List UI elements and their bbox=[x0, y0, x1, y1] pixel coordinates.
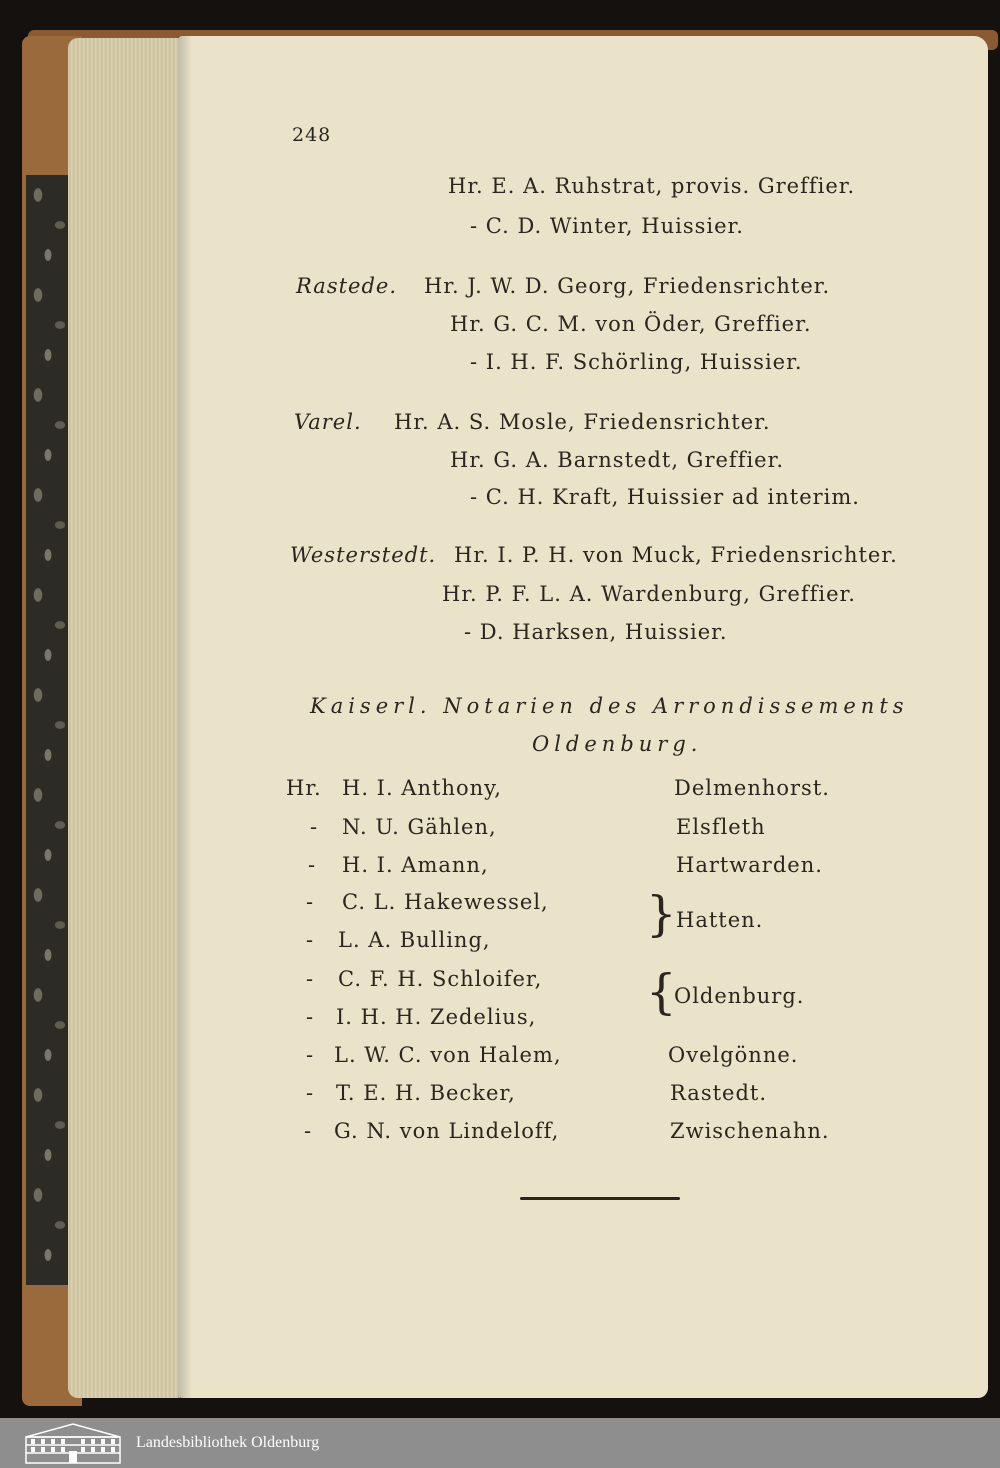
entry-line: Hr. A. S. Mosle, Friedensrichter. bbox=[394, 410, 771, 434]
notary-place: Hartwarden. bbox=[676, 853, 823, 877]
notary-prefix: - bbox=[308, 853, 317, 877]
entry-line: - I. H. F. Schörling, Huissier. bbox=[470, 350, 803, 374]
library-building-icon bbox=[22, 1421, 124, 1465]
group-place-oldenburg: Oldenburg. bbox=[674, 984, 805, 1008]
notary-prefix: - bbox=[310, 815, 319, 839]
notary-name: C. F. H. Schloifer, bbox=[338, 967, 543, 991]
section-title: Kaiserl. Notarien des Arrondissements bbox=[310, 694, 909, 718]
notary-prefix: - bbox=[306, 890, 315, 914]
notary-place: Zwischenahn. bbox=[670, 1119, 830, 1143]
notary-prefix: - bbox=[306, 1005, 315, 1029]
entry-line: - C. H. Kraft, Huissier ad interim. bbox=[470, 485, 860, 509]
group-place-hatten: Hatten. bbox=[676, 908, 764, 932]
notary-name: C. L. Hakewessel, bbox=[342, 890, 549, 914]
notary-name: T. E. H. Becker, bbox=[336, 1081, 516, 1105]
notary-prefix: - bbox=[306, 1081, 315, 1105]
entry-line: Hr. G. C. M. von Öder, Greffier. bbox=[450, 312, 812, 336]
entry-line: Hr. E. A. Ruhstrat, provis. Greffier. bbox=[448, 174, 856, 198]
entry-line: Hr. P. F. L. A. Wardenburg, Greffier. bbox=[442, 582, 856, 606]
page-number: 248 bbox=[292, 124, 332, 146]
notary-place: Ovelgönne. bbox=[668, 1043, 799, 1067]
notary-prefix: - bbox=[306, 928, 315, 952]
entry-line: Hr. J. W. D. Georg, Friedensrichter. bbox=[424, 274, 831, 298]
place-label-westerstedt: Westerstedt. bbox=[290, 543, 437, 567]
notary-name: I. H. H. Zedelius, bbox=[336, 1005, 537, 1029]
place-label-rastede: Rastede. bbox=[296, 274, 398, 298]
section-title-place: Oldenburg. bbox=[532, 732, 703, 756]
brace-group-hatten: } bbox=[646, 886, 677, 942]
notary-place: Delmenhorst. bbox=[674, 776, 830, 800]
notary-name: H. I. Anthony, bbox=[342, 776, 502, 800]
page-gutter-shadow bbox=[178, 36, 192, 1398]
closing-rule bbox=[520, 1197, 680, 1200]
notary-name: L. A. Bulling, bbox=[338, 928, 491, 952]
marbled-endpaper bbox=[26, 175, 74, 1285]
notary-name: H. I. Amann, bbox=[342, 853, 489, 877]
entry-line: Hr. G. A. Barnstedt, Greffier. bbox=[450, 448, 785, 472]
notary-prefix: - bbox=[304, 1119, 313, 1143]
page-edges bbox=[68, 38, 180, 1398]
notary-name: N. U. Gählen, bbox=[342, 815, 497, 839]
notary-place: Rastedt. bbox=[670, 1081, 768, 1105]
place-label-varel: Varel. bbox=[294, 410, 362, 434]
notary-place: Elsfleth bbox=[676, 815, 766, 839]
notary-prefix: Hr. bbox=[286, 776, 322, 800]
notary-prefix: - bbox=[306, 967, 315, 991]
entry-line: - C. D. Winter, Huissier. bbox=[470, 214, 744, 238]
notary-name: L. W. C. von Halem, bbox=[334, 1043, 562, 1067]
entry-line: Hr. I. P. H. von Muck, Friedensrichter. bbox=[454, 543, 898, 567]
entry-line: - D. Harksen, Huissier. bbox=[464, 620, 728, 644]
notary-name: G. N. von Lindeloff, bbox=[334, 1119, 560, 1143]
notary-prefix: - bbox=[306, 1043, 315, 1067]
brace-group-oldenburg: { bbox=[646, 964, 677, 1020]
footer-library-name: Landesbibliothek Oldenburg bbox=[136, 1434, 320, 1451]
